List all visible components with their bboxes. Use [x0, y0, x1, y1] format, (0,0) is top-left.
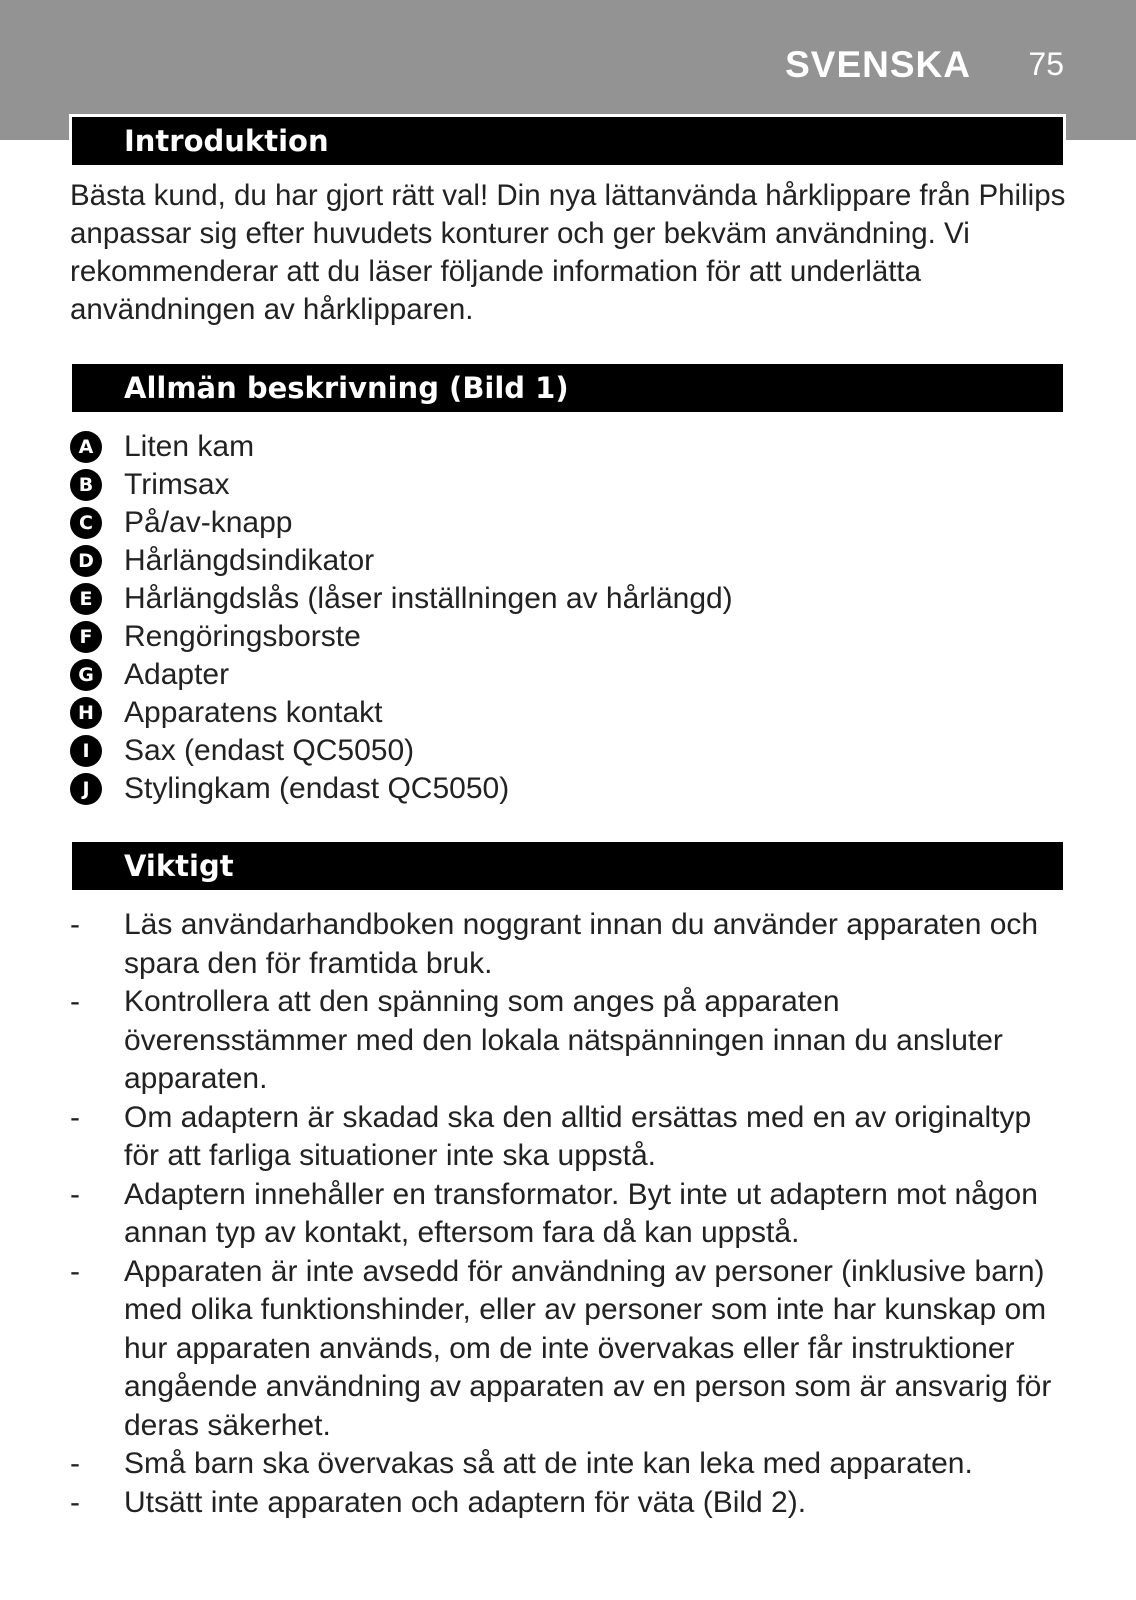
- list-item: [70, 983, 1070, 1099]
- bullet-dash: -: [70, 1100, 80, 1134]
- section-title-important: Viktigt: [72, 842, 1063, 890]
- section-title-introduction: Introduktion: [72, 117, 1063, 165]
- bullet-dash: -: [70, 985, 80, 1018]
- page-number: 75: [1028, 46, 1064, 82]
- letter-badge-icon: F: [70, 621, 102, 653]
- part-label: Hårlängdslås (låser inställningen av hårlängd): [124, 582, 733, 615]
- letter-badge-icon: G: [70, 659, 102, 691]
- letter-badge-icon: B: [70, 469, 102, 501]
- important-item-text: Utsätt inte apparaten och adaptern för väta (Bild 2).: [124, 1485, 807, 1519]
- bullet-dash: -: [70, 1447, 80, 1480]
- list-item: [70, 1445, 1070, 1484]
- part-label: Sax (endast QC5050): [124, 734, 415, 767]
- list-item: [70, 694, 733, 732]
- bullet-dash: -: [70, 908, 80, 941]
- list-item: [70, 656, 733, 694]
- letter-badge-icon: H: [70, 697, 102, 729]
- list-item: [70, 466, 733, 504]
- important-item-text: Läs användarhandboken noggrant innan du använder apparaten och spara den för framtida bruk.: [124, 908, 1039, 980]
- important-item-text: Små barn ska övervakas så att de inte kan leka med apparaten.: [124, 1447, 973, 1480]
- list-item: [70, 1484, 1070, 1523]
- part-label: På/av-knapp: [124, 506, 293, 539]
- list-item: [70, 580, 733, 618]
- intro-paragraph: Bästa kund, du har gjort rätt val! Din nya lättanvända hårklippare från Philips anpassar sig efter huvudets konturer och ger bekväm användning. Vi rekommenderar att du läser följande information för att underlätta användningen av hårklipparen.: [70, 179, 1066, 326]
- important-list: [70, 906, 1070, 1522]
- section-title-general-description: Allmän beskrivning (Bild 1): [72, 364, 1063, 412]
- letter-badge-icon: J: [70, 773, 102, 805]
- part-label: Hårlängdsindikator: [124, 544, 375, 577]
- important-item-text: Apparaten är inte avsedd för användning av personer (inklusive barn) med olika funktionshinder, eller av personer som inte har kunskap om hur apparaten används, om de inte övervakas eller får instruktioner angående användning av apparaten av en person som är ansvarig för deras säkerhet.: [124, 1254, 1052, 1442]
- list-item: [70, 504, 733, 542]
- list-item: [70, 732, 733, 770]
- list-item: [70, 542, 733, 580]
- list-item: [70, 1176, 1070, 1253]
- list-item: [70, 428, 733, 466]
- bullet-dash: -: [70, 1177, 80, 1211]
- important-item-text: Adaptern innehåller en transformator. Byt inte ut adaptern mot någon annan typ av kontakt, eftersom fara då kan uppstå.: [124, 1177, 1038, 1249]
- letter-badge-icon: C: [70, 507, 102, 539]
- parts-list: [70, 428, 733, 808]
- part-label: Apparatens kontakt: [124, 696, 383, 729]
- part-label: Trimsax: [124, 468, 230, 501]
- important-item-text: Om adaptern är skadad ska den alltid ersättas med en av originaltyp för att farliga situationer inte ska uppstå.: [124, 1100, 1032, 1172]
- important-item-text: Kontrollera att den spänning som anges på apparaten överensstämmer med den lokala nätspänningen innan du ansluter apparaten.: [124, 985, 1003, 1095]
- part-label: Rengöringsborste: [124, 620, 361, 653]
- list-item: [70, 770, 733, 808]
- letter-badge-icon: E: [70, 583, 102, 615]
- list-item: [70, 906, 1070, 983]
- part-label: Liten kam: [124, 430, 255, 463]
- part-label: Stylingkam (endast QC5050): [124, 772, 510, 805]
- list-item: [70, 618, 733, 656]
- letter-badge-icon: I: [70, 735, 102, 767]
- list-item: [70, 1253, 1070, 1446]
- bullet-dash: -: [70, 1254, 80, 1288]
- part-label: Adapter: [124, 658, 230, 691]
- letter-badge-icon: D: [70, 545, 102, 577]
- letter-badge-icon: A: [70, 431, 102, 463]
- list-item: [70, 1099, 1070, 1176]
- language-label: SVENSKA: [785, 44, 971, 85]
- bullet-dash: -: [70, 1485, 80, 1519]
